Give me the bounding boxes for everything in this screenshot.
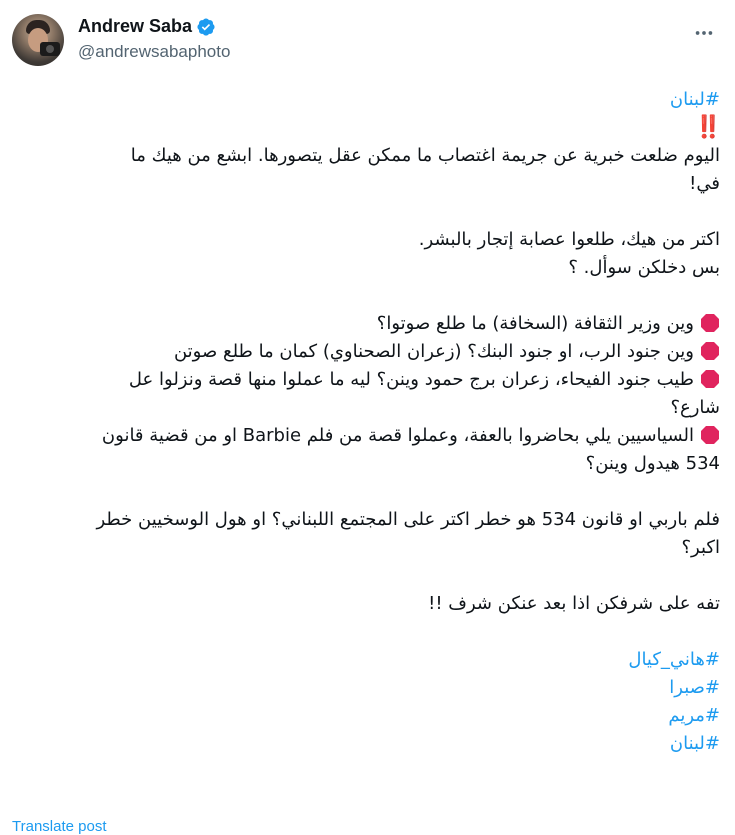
tweet-line: اكتر من هيك، طلعوا عصابة إتجار بالبشر.: [418, 229, 720, 250]
translate-post-link[interactable]: Translate post: [12, 818, 107, 835]
author-handle[interactable]: @andrewsabaphoto: [78, 42, 231, 61]
tweet-line: اكبر؟: [681, 537, 720, 558]
question-text: طيب جنود الفيحاء، زعران برج حمود وينن؟ ليه ما عملوا منها قصة ونزلوا عل: [128, 369, 694, 390]
author-display-name[interactable]: Andrew Saba: [78, 16, 193, 36]
question-text: السياسيين يلي بحاضروا بالعفة، وعملوا قصة من فلم Barbie او من قضية قانون: [101, 425, 694, 446]
question-item: [28, 338, 720, 366]
more-options-button[interactable]: [687, 18, 721, 48]
tweet-line: فلم باربي او قانون 534 هو خطر اكتر على المجتمع اللبناني؟ او هول الوسخيين خطر: [96, 509, 720, 530]
stop-sign-icon: [700, 425, 720, 445]
author-name-row: [78, 16, 216, 37]
question-item: [28, 422, 720, 450]
verified-badge-icon[interactable]: [196, 17, 216, 37]
question-text: وين وزير الثقافة (السخافة) ما طلع صوتوا؟: [376, 313, 694, 334]
double-exclamation-icon: ‼️: [694, 115, 720, 140]
stop-sign-icon: [700, 341, 720, 361]
tweet-line: في!: [689, 173, 720, 194]
tweet-header: [12, 12, 723, 68]
question-text: 534 هيدول وينن؟: [585, 453, 720, 474]
hashtag-link[interactable]: #مريم: [668, 705, 720, 726]
tweet-line: اليوم ضلعت خبرية عن جريمة اغتصاب ما ممكن عقل يتصورها. ابشع من هيك ما: [130, 145, 720, 166]
tweet-text: [28, 86, 720, 758]
question-text: وين جنود الرب، او جنود البنك؟ (زعران الصحناوي) كمان ما طلع صوتن: [173, 341, 694, 362]
question-item: [28, 366, 720, 394]
stop-sign-icon: [700, 313, 720, 333]
hashtag-link[interactable]: #لبنان: [669, 733, 720, 754]
question-item: [28, 310, 720, 338]
hashtag-link[interactable]: #هاني_كيال: [628, 649, 720, 670]
avatar[interactable]: [12, 14, 64, 66]
stop-sign-icon: [700, 369, 720, 389]
tweet-line: بس دخلكن سوأل. ؟: [568, 257, 720, 278]
tweet-line: تفه على شرفكن اذا بعد عنكن شرف !!: [428, 593, 720, 614]
hashtag-link[interactable]: #صبرا: [669, 677, 720, 698]
hashtag-link[interactable]: #لبنان: [669, 89, 720, 110]
question-text: شارع؟: [670, 397, 720, 418]
more-horizontal-icon: [693, 22, 715, 44]
